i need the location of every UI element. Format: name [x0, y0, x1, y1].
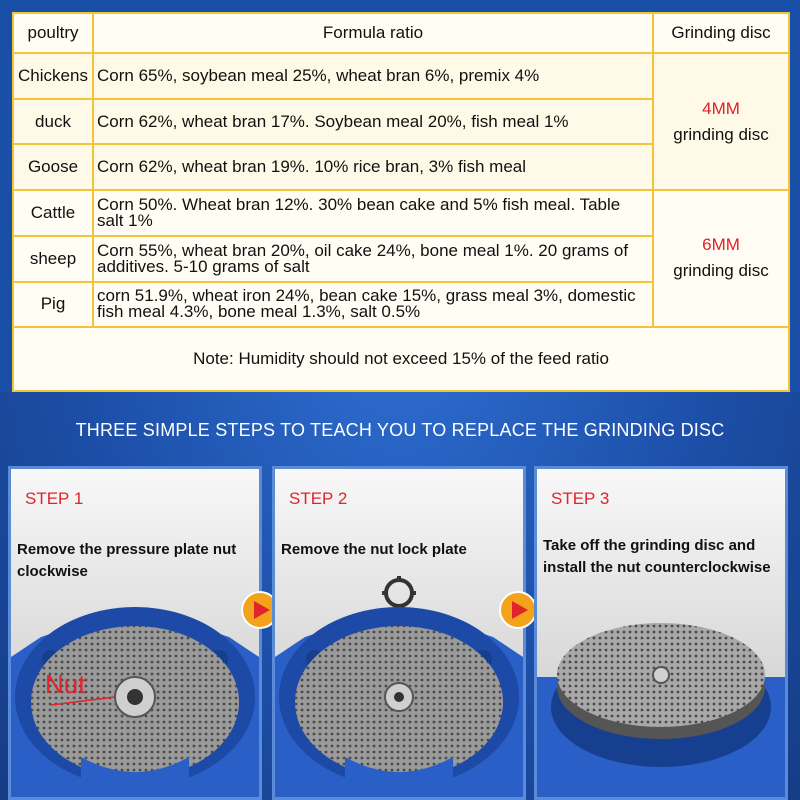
formula-table — [12, 12, 790, 392]
animal-cell: Chickens — [13, 53, 93, 99]
note-row — [13, 327, 789, 391]
disc-size: 6MM — [702, 235, 740, 255]
steps-banner: THREE SIMPLE STEPS TO TEACH YOU TO REPLACE THE GRINDING DISC — [75, 420, 725, 440]
disc-label: grinding disc — [673, 261, 769, 281]
formula-cell: Corn 65%, soybean meal 25%, wheat bran 6%, premix 4% — [93, 53, 653, 99]
step-2-desc: Remove the nut lock plate — [281, 541, 467, 558]
table-row — [13, 53, 789, 99]
animal-cell: duck — [13, 99, 93, 143]
formula-cell: Corn 50%. Wheat bran 12%. 30% bean cake and 5% fish meal. Table salt 1% — [93, 190, 653, 236]
table-row — [13, 190, 789, 236]
formula-cell: corn 51.9%, wheat iron 24%, bean cake 15%, grass meal 3%, domestic fish meal 4.3%, bone meal 1.3%, salt 0.5% — [93, 282, 653, 326]
animal-cell: sheep — [13, 236, 93, 282]
note-text: Note: Humidity should not exceed 15% of the feed ratio — [13, 327, 789, 391]
machine-illustration — [537, 587, 785, 797]
formula-cell: Corn 62%, wheat bran 19%. 10% rice bran, 3% fish meal — [93, 144, 653, 190]
step-2-card — [272, 466, 526, 800]
header-formula: Formula ratio — [93, 13, 653, 53]
animal-cell: Cattle — [13, 190, 93, 236]
step-3-desc: Take off the grinding disc and install the nut counterclockwise — [543, 537, 771, 576]
disc-size: 4MM — [702, 98, 740, 118]
step-2-title: STEP 2 — [289, 489, 348, 508]
play-arrow-icon — [498, 590, 538, 630]
step-3-title: STEP 3 — [551, 489, 610, 508]
formula-table-section — [0, 0, 800, 392]
step-1-card — [8, 466, 262, 800]
formula-cell: Corn 55%, wheat bran 20%, oil cake 24%, bone meal 1%. 20 grams of additives. 5-10 grams of salt — [93, 236, 653, 282]
disc-cell-6mm — [653, 190, 789, 327]
header-animal: poultry — [13, 13, 93, 53]
step-1-desc: Remove the pressure plate nut clockwise — [17, 541, 237, 580]
formula-cell: Corn 62%, wheat bran 17%. Soybean meal 20%, fish meal 1% — [93, 99, 653, 143]
nut-label: Nut — [45, 669, 86, 699]
animal-cell: Pig — [13, 282, 93, 326]
table-header-row — [13, 13, 789, 53]
disc-label: grinding disc — [673, 124, 769, 144]
disc-cell-4mm — [653, 53, 789, 190]
step-1-title: STEP 1 — [25, 489, 84, 508]
machine-illustration — [275, 587, 523, 797]
animal-cell: Goose — [13, 144, 93, 190]
header-disc: Grinding disc — [653, 13, 789, 53]
step-3-card — [534, 466, 788, 800]
